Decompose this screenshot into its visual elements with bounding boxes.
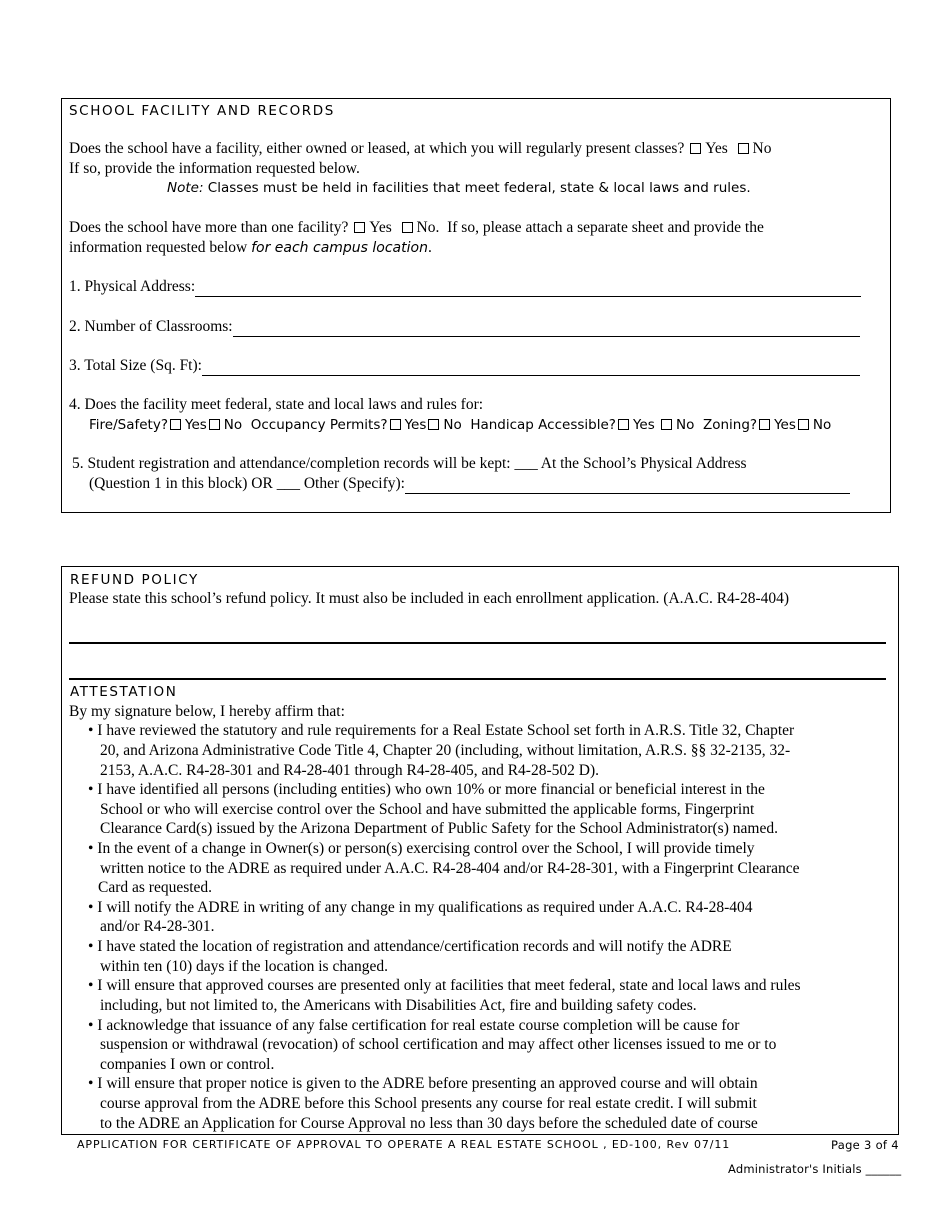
attestation-item-2-cont: Clearance Card(s) issued by the Arizona Department of Public Safety for the School Administrator(s) named. (100, 820, 778, 837)
occupancy-no-checkbox[interactable] (428, 419, 439, 430)
records-location-line2: (Question 1 in this block) OR ___ Other (Specify): (89, 474, 850, 494)
refund-answer-line-2[interactable] (69, 678, 886, 680)
multi-facility-yes-checkbox[interactable] (354, 222, 365, 233)
total-size-field[interactable] (202, 362, 860, 376)
attestation-item-2: • I have identified all persons (including entities) who own 10% or more financial or beneficial interest in the (88, 781, 765, 798)
attestation-item-3-cont: written notice to the ADRE as required under A.A.C. R4-28-404 and/or R4-28-301, with a Fingerprint Clearance (100, 860, 800, 877)
footer-form-title: APPLICATION FOR CERTIFICATE OF APPROVAL TO OPERATE A REAL ESTATE SCHOOL , ED-100, Rev 07/11 (77, 1138, 731, 1151)
attestation-item-1-cont: 20, and Arizona Administrative Code Title 4, Chapter 20 (including, without limitation, A.R.S. §§ 32-2135, 32- (100, 742, 791, 759)
zoning-yes-checkbox[interactable] (759, 419, 770, 430)
attestation-item-2-cont: School or who will exercise control over the School and have submitted the applicable forms, Fingerprint (100, 801, 755, 818)
facility-yes-checkbox[interactable] (690, 143, 701, 154)
attestation-item-5: • I have stated the location of registration and attendance/certification records and will notify the ADRE (88, 938, 732, 955)
facility-heading: SCHOOL FACILITY AND RECORDS (69, 103, 335, 119)
attestation-item-6: • I will ensure that approved courses are presented only at facilities that meet federal, state and local laws and rules (88, 977, 801, 994)
physical-address-field[interactable] (195, 283, 861, 297)
multi-facility-no-checkbox[interactable] (402, 222, 413, 233)
attestation-item-3: • In the event of a change in Owner(s) or person(s) exercising control over the School, I will provide timely (88, 840, 755, 857)
facility-note: Note: Classes must be held in facilities that meet federal, state & local laws and rules. (167, 180, 751, 196)
refund-answer-line-1[interactable] (69, 642, 886, 644)
attestation-item-1: • I have reviewed the statutory and rule requirements for a Real Estate School set forth in A.R.S. Title 32, Chapter (88, 722, 795, 739)
attestation-item-7-cont: companies I own or control. (100, 1056, 275, 1073)
facility-if-so: If so, provide the information requested below. (69, 160, 360, 177)
records-location-line1: 5. Student registration and attendance/completion records will be kept: ___ At the School’s Physical Address (72, 455, 747, 472)
attestation-item-8: • I will ensure that proper notice is given to the ADRE before presenting an approved course and will obtain (88, 1075, 758, 1092)
attestation-item-7-cont: suspension or withdrawal (revocation) of school certification and may affect other licenses issued to me or to (100, 1036, 777, 1053)
total-size-row: 3. Total Size (Sq. Ft): (69, 356, 860, 376)
zoning-no-checkbox[interactable] (798, 419, 809, 430)
handicap-yes-checkbox[interactable] (618, 419, 629, 430)
attestation-item-8-cont: course approval from the ADRE before this School presents any course for real estate credit. I will submit (100, 1095, 757, 1112)
facility-no-checkbox[interactable] (738, 143, 749, 154)
handicap-no-checkbox[interactable] (661, 419, 672, 430)
classrooms-field[interactable] (233, 323, 860, 337)
compliance-options: Fire/Safety? Yes No Occupancy Permits? Yes No Handicap Accessible? Yes No Zoning? Yes No (89, 417, 832, 433)
attestation-item-6-cont: including, but not limited to, the Americans with Disabilities Act, fire and building safety codes. (100, 997, 697, 1014)
attestation-heading: ATTESTATION (70, 684, 178, 700)
occupancy-yes-checkbox[interactable] (390, 419, 401, 430)
attestation-item-4-cont: and/or R4-28-301. (100, 918, 215, 935)
attestation-item-4: • I will notify the ADRE in writing of any change in my qualifications as required under A.A.C. R4-28-404 (88, 899, 753, 916)
footer-page-number: Page 3 of 4 (831, 1138, 899, 1152)
attestation-item-8-cont: to the ADRE an Application for Course Approval no less than 30 days before the scheduled date of course (100, 1115, 758, 1132)
multi-facility-line2: information requested below for each campus location. (69, 239, 432, 256)
attestation-item-1-cont: 2153, A.A.C. R4-28-301 and R4-28-401 through R4-28-405, and R4-28-502 D). (100, 762, 599, 779)
compliance-question: 4. Does the facility meet federal, state and local laws and rules for: (69, 396, 484, 413)
fire-safety-no-checkbox[interactable] (209, 419, 220, 430)
attestation-item-5-cont: within ten (10) days if the location is changed. (100, 958, 388, 975)
classrooms-row: 2. Number of Classrooms: (69, 317, 860, 337)
refund-instructions: Please state this school’s refund policy. It must also be included in each enrollment application. (A.A.C. R4-28-404) (69, 590, 790, 607)
facility-question: Does the school have a facility, either owned or leased, at which you will regularly present classes? Yes No (69, 140, 772, 157)
physical-address-row: 1. Physical Address: (69, 277, 861, 297)
attestation-item-3-cont: Card as requested. (98, 879, 213, 896)
footer-initials[interactable]: Administrator's Initials ______ (728, 1162, 902, 1176)
fire-safety-yes-checkbox[interactable] (170, 419, 181, 430)
refund-heading: REFUND POLICY (70, 572, 199, 588)
attestation-item-7: • I acknowledge that issuance of any false certification for real estate course completion will be cause for (88, 1017, 740, 1034)
records-other-field[interactable] (405, 480, 850, 494)
multi-facility-question: Does the school have more than one facility? Yes No. If so, please attach a separate sheet and provide the (69, 219, 764, 236)
attestation-intro: By my signature below, I hereby affirm that: (69, 703, 345, 720)
